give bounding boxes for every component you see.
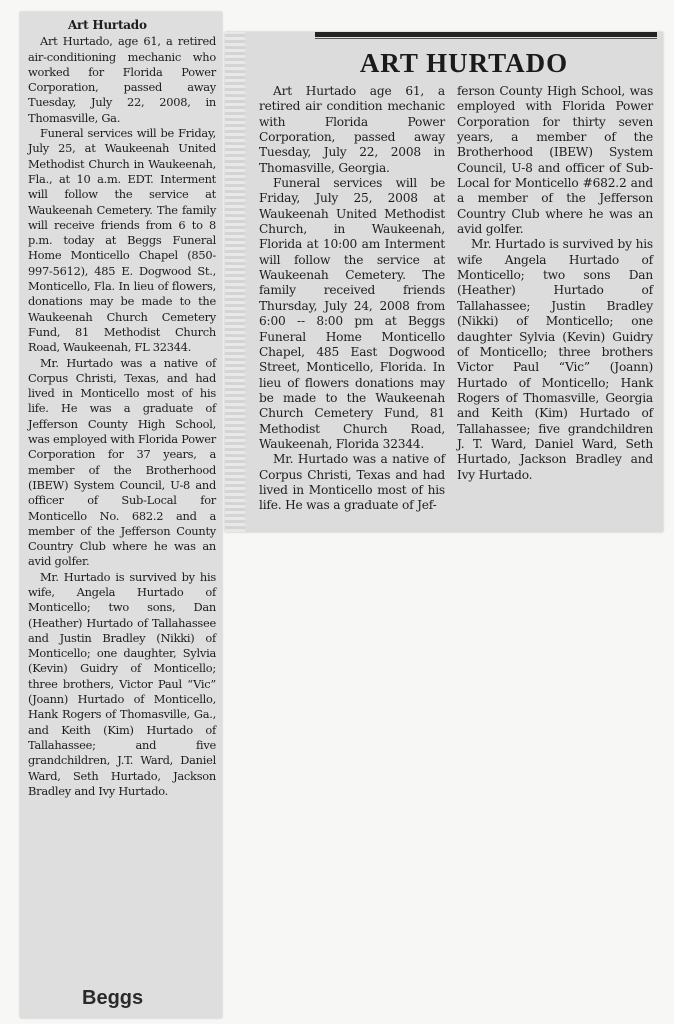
obituary-paragraph: ferson County High School, was employed with Florida Power Corporation for thirty seven years, a member of the Brotherhood (IBEW) System Council, U-8 and officer of Sub-Local for Monticello #682.2 and a member of the Jefferson Country Club where he was an avid golfer. (457, 84, 653, 237)
obituary-paragraph: Mr. Hurtado is survived by his wife, Angela Hurtado of Monticello; two sons, Dan (Heather) Hurtado of Tallahassee and Justin Bradley (Nikki) of Monticello; one daughter, Sylvia (Kevin) Guidry of Monticello; three brothers, Victor Paul “Vic” (Joann) Hurtado of Monticello, Hank Rogers of Thomasville, Ga., and Keith (Kim) Hurtado of Tallahassee; and five grandchildren, J.T. Ward, Daniel Ward, Seth Hurtado, Jackson Bradley and Ivy Hurtado. (28, 569, 216, 798)
clipping-left-body (28, 18, 216, 799)
obituary-paragraph: Funeral services will be Friday, July 25, at Waukeenah United Methodist Church in Waukeenah, Fla., at 10 a.m. EDT. Interment will follow the service at Waukeenah Cemetery. The family will receive friends from 6 to 8 p.m. today at Beggs Funeral Home Monticello Chapel (850-997-5612), 485 E. Dogwood St., Monticello, Fla. In lieu of flowers, donations may be made to the Waukeenah Church Cemetery Fund, 81 Methodist Church Road, Waukeenah, FL 32344. (28, 126, 216, 355)
obituary-paragraph: Mr. Hurtado was a native of Corpus Christi, Texas, and had lived in Monticello most of his life. He was a graduate of Jefferson County High School, was employed with Florida Power Corporation for 37 years, a member of the Brotherhood (IBEW) System Council, U-8 and officer of Sub-Local for Monticello No. 682.2 and a member of the Jefferson County Country Club where he was an avid golfer. (28, 355, 216, 569)
headline-rule-thin (315, 38, 657, 39)
obituary-paragraph: Art Hurtado, age 61, a retired air-conditioning mechanic who worked for Florida Power Corporation, passed away Tuesday, July 22, 2008, in Thomasville, Ga. (28, 34, 216, 125)
obituary-clipping-right (225, 32, 663, 532)
obituary-headline: ART HURTADO (359, 48, 569, 78)
obituary-paragraph: Funeral services will be Friday, July 25, 2008 at Waukeenah United Methodist Church, in Waukeenah, Florida at 10:00 am Interment will follow the service at Waukeenah Cemetery. The family received friends Thursday, July 24, 2008 from 6:00 -- 8:00 pm at Beggs Funeral Home Monticello Chapel, 485 East Dogwood Street, Monticello, Florida. In lieu of flowers donations may be made to the Waukeenah Church Cemetery Fund, 81 Methodist Church Road, Waukeenah, Florida 32344. (259, 176, 445, 451)
obituary-paragraph: Mr. Hurtado was a native of Corpus Christi, Texas and had lived in Monticello most of his life. He was a graduate of Jef- (259, 452, 445, 513)
obituary-paragraph: Art Hurtado age 61, a retired air condition mechanic with Florida Power Corporation, passed away Tuesday, July 22, 2008 in Thomasville, Georgia. (259, 84, 445, 175)
obituary-clipping-left (20, 12, 222, 1018)
obituary-paragraph: Mr. Hurtado is survived by his wife Angela Hurtado of Monticello; two sons Dan (Heather) Hurtado of Tallahassee; Justin Bradley (Nikki) of Monticello; one daughter Sylvia (Kevin) Guidry of Monticello; three brothers Victor Paul “Vic” (Joann) Hurtado of Monticello; Hank Rogers of Thomasville, Georgia and Keith (Kim) Hurtado of Tallahassee; five grandchildren J. T. Ward, Daniel Ward, Seth Hurtado, Jackson Bradley and Ivy Hurtado. (457, 237, 653, 482)
obituary-column-2 (457, 84, 653, 483)
obituary-title: Art Hurtado (68, 18, 147, 32)
headline-rule (315, 32, 657, 37)
perforated-edge (225, 32, 245, 532)
funeral-home-signature: Beggs (82, 987, 144, 1009)
obituary-column-1 (259, 84, 445, 514)
